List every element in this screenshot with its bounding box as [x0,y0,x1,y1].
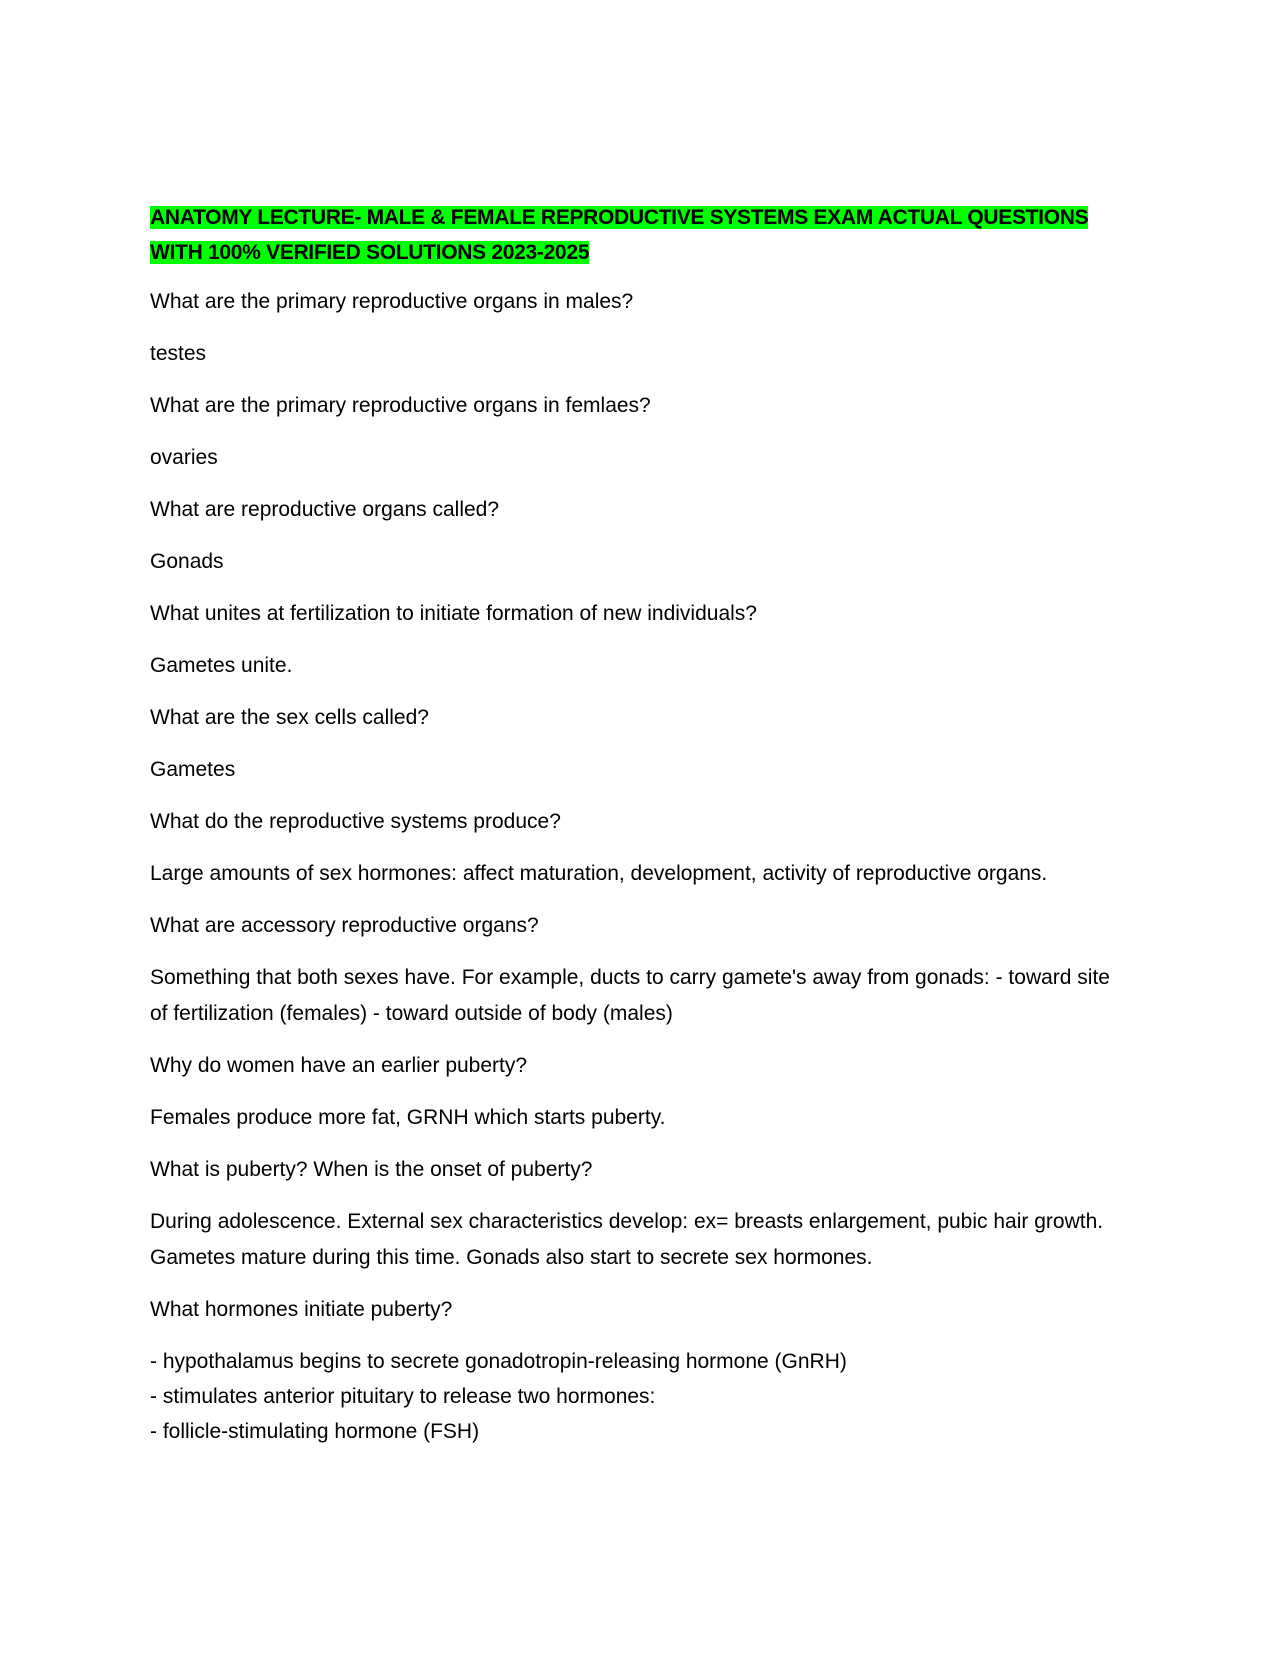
answer-7: Something that both sexes have. For example, ducts to carry gamete's away from gonads: - toward site of fertilization (females) - toward outside of body (males) [150,966,1110,1025]
answer-8: Females produce more fat, GRNH which starts puberty. [150,1106,666,1129]
question-5: What are the sex cells called? [150,706,429,729]
document-content [150,200,1110,1449]
list-line-1: - hypothalamus begins to secrete gonadotropin-releasing hormone (GnRH) [150,1350,847,1373]
answer-6: Large amounts of sex hormones: affect maturation, development, activity of reproductive organs. [150,862,1048,885]
question-10: What hormones initiate puberty? [150,1298,453,1321]
question-6: What do the reproductive systems produce? [150,810,561,833]
document-title [150,200,1110,270]
question-1: What are the primary reproductive organs in males? [150,290,634,313]
answer-1: testes [150,342,207,365]
title-line-1: ANATOMY LECTURE- MALE & FEMALE REPRODUCTIVE SYSTEMS EXAM ACTUAL QUESTIONS [150,206,1089,229]
answer-4: Gametes unite. [150,654,293,677]
question-8: Why do women have an earlier puberty? [150,1054,528,1077]
question-4: What unites at fertilization to initiate formation of new individuals? [150,602,757,625]
question-3: What are reproductive organs called? [150,498,500,521]
answer-3: Gonads [150,550,224,573]
list-line-2: - stimulates anterior pituitary to release two hormones: [150,1385,656,1408]
question-9: What is puberty? When is the onset of puberty? [150,1158,593,1181]
title-line-2: WITH 100% VERIFIED SOLUTIONS 2023-2025 [150,241,590,264]
question-2: What are the primary reproductive organs in femlaes? [150,394,651,417]
answer-2: ovaries [150,446,218,469]
answer-5: Gametes [150,758,236,781]
question-7: What are accessory reproductive organs? [150,914,539,937]
answer-10-list [150,1344,1110,1449]
list-line-3: - follicle-stimulating hormone (FSH) [150,1420,480,1443]
answer-9: During adolescence. External sex characteristics develop: ex= breasts enlargement, pubic hair growth. Gametes mature during this time. Gonads also start to secrete sex hormones. [150,1210,1104,1269]
